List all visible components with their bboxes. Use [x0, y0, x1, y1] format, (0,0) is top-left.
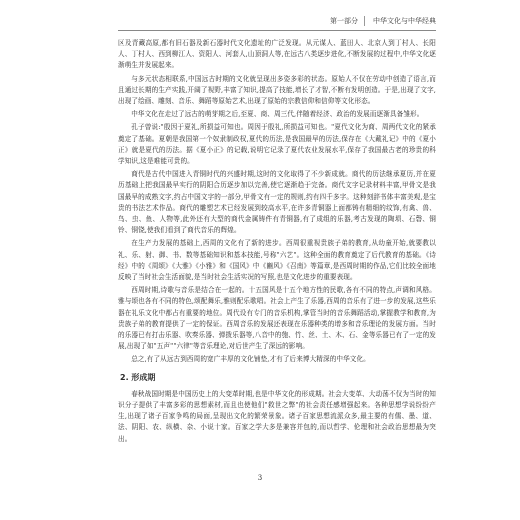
paragraph: 孔子曾说:"殷因于夏礼,所损益可知也。周因于殷礼,所损益可知也。"夏代文化为商、周两代文化的紧承奠定了基础。夏朝是我国第一个奴隶制政权,夏代的历法,是我国最早的历法,保存在《大戴礼记》中的《夏小正》就是夏代的历法。据《夏小正》的记载,说明它记录了夏代农业发展水平,保存了我国最古老的珍贵的科学知识,这是难能可贵的。 — [118, 123, 436, 166]
running-header — [312, 12, 436, 30]
body-content — [118, 38, 436, 447]
paragraph: 春秋战国时期是中国历史上的大变革时期,也是中华文化的形成期。社会大变革、大动荡不仅为当时的知识分子提供了丰富多彩的思想素材,而且也使他们"救世之弊"的社会责任感增强起来。各种思想学说纷纷产生,出现了诸子百家争鸣的局面,呈现出文化的繁荣景象。诸子百家思想流派众多,最主要的有儒、墨、道、法、阴阳、农、纵横、杂、小说十家。百家之学大多是兼容并包的,而以哲学、伦理和社会政治思想最为突出。 — [118, 389, 436, 443]
paragraph: 中华文化在走过了远古的萌芽期之后,至夏、商、周三代,伴随着经济、政治的发展而逐渐具备雏形。 — [131, 110, 424, 119]
paragraph: 与多元状态相联系,中国远古时期的文化就呈现出多姿多彩的状态。原始人不仅在劳动中创造了语言,而且通过长期的生产实践,开阔了视野,丰富了知识,提高了技能,增长了才智,不断有发明创造。于是,出现了文字,出现了绘画、雕刻、音乐、舞蹈等原始艺术,出现了原始的宗教信仰和信仰等文化形态。 — [118, 74, 436, 106]
header-title: 中华文化与中华经典 — [373, 17, 436, 25]
section-heading: 2. 形成期 — [120, 372, 156, 382]
page-number: 3 — [257, 474, 263, 482]
header-rule — [118, 30, 436, 31]
header-separator — [364, 16, 365, 26]
paragraph: 总之,有了从远古到西周的宽广丰厚的文化铺垫,才有了后来博大精深的中华文化。 — [131, 355, 370, 364]
header-part-label: 第一部分 — [330, 17, 358, 25]
paragraph: 区及青藏高原,都有旧石器及新石器时代文化遗址的广泛发现。从元谋人、蓝田人、北京人到丁村人、长阳人、丁村人、西到柳江人、资阳人、河套人,山顶洞人等,在远古八类逐步进化,不断发展的过程中,中华文化逐渐萌生并发展起来。 — [118, 39, 436, 70]
paragraph: 西周时期,诗歌与音乐是结合在一起的。十五国风是十五个地方性的民歌,各有不同的特点,声调和风格。雅与颂也各有不同的特色,颂配舞乐,雅则配乐歌唱。社会上产生了乐器,西周的音乐有了进一步的发展,这些乐器在礼乐文化中都占有重要的地位。周代设有专门的音乐机构,掌管当时的音乐舞蹈活动,掌握教学和教育,为贵族子弟的教育提供了一定的保证。西周音乐的发展还表现在乐器种类的增多和音乐理论的发展方面。当时的乐器已有打击乐器、吹奏乐器、弹拨乐器等,八音中的匏、竹、丝、土、木、石、金等乐器已有了一定的发展,出现了如"五声""六律"等音乐理论,对后世产生了深远的影响。 — [118, 286, 436, 351]
paragraph: 商代是古代中国进入青铜时代的兴盛时期,这时的文化取得了不少新成就。商代的历法继承夏历,并在夏历基础上把我国最早实行的阴阳合历逐步加以完善,使它逐渐趋于完备。商代文字记录材料丰富,甲骨文是我国最早的成熟文字,约占中国文字的一部分,甲骨文有一定的规则,约有四千多字。这种刻辞书体丰富美观,是宝贵的书法艺术作品。商代的雕塑艺术已经发展到较高水平,在许多青铜器上面都铸有精细的纹饰,有禽、兽、鸟、虫、鱼、人物等,此外还有大型的商代金属铸件有青铜器,有了成组的乐器,考古发现的陶埙、石磬、铜铃、铜铙,使我们看到了商代音乐的辉煌。 — [118, 170, 436, 235]
paragraph: 在生产力发展的基础上,西周的文化有了新的进步。西周很重视贵族子弟的教育,从幼童开始,就要教以礼、乐、射、御、书、数等基础知识和基本技能,号称"六艺"。这种全面的教育奠定了后代教育的基础。《诗经》中的《周颂》《大雅》《小雅》和《国风》中《豳风》《召南》等篇章,是西周时期的作品,它们比较全面地反映了当时社会生活面貌,是当时社会生活实况的写照,也是文化进步的重要表现。 — [118, 239, 436, 282]
